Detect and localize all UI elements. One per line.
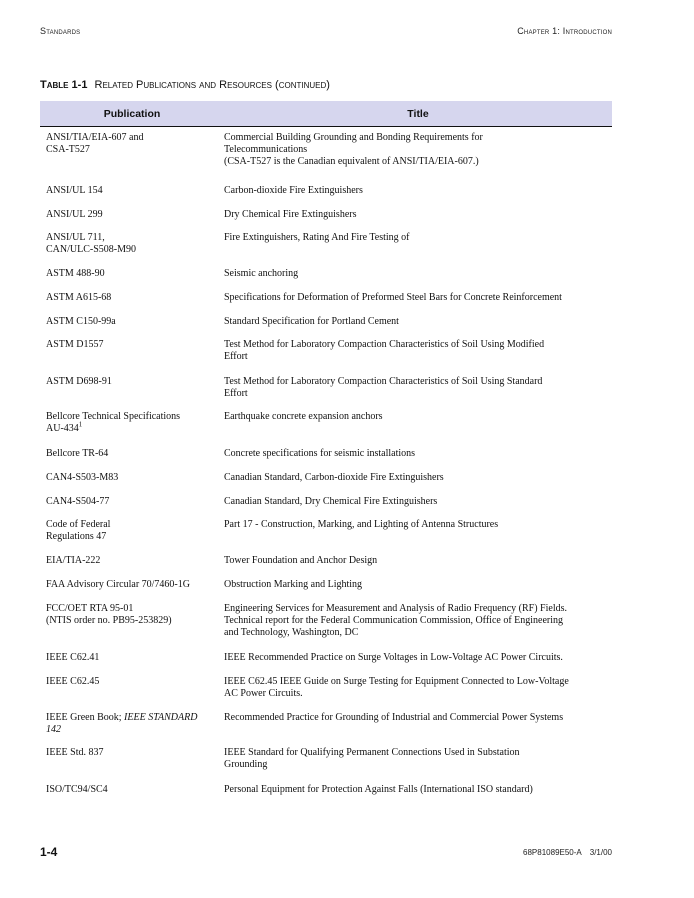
publication-text: ANSI/TIA/EIA-607 and CSA-T527 — [46, 132, 144, 155]
publication-cell — [46, 232, 224, 256]
title-cell: Obstruction Marking and Lighting — [224, 579, 363, 590]
publication-text: ANSI/UL 711, CAN/ULC-S508-M90 — [46, 232, 137, 255]
publication-cell — [46, 652, 224, 664]
table-header — [40, 101, 612, 127]
title-cell: Carbon-dioxide Fire Extinguishers — [224, 185, 363, 196]
publication-cell — [46, 268, 224, 280]
title-cell: Earthquake concrete expansion anchors — [224, 411, 383, 422]
footnote-marker: 1 — [78, 420, 83, 429]
publication-cell — [46, 411, 224, 435]
table-row — [46, 472, 612, 484]
table-row — [46, 411, 612, 435]
publication-text: ASTM D698-91 — [46, 376, 112, 387]
doc-date: 3/1/00 — [589, 848, 612, 857]
title-cell: IEEE Standard for Qualifying Permanent Connections Used in Substation Grounding — [224, 747, 520, 770]
running-header-left: Standards — [40, 26, 81, 36]
publication-text: Code of Federal Regulations 47 — [46, 519, 111, 542]
table-row — [46, 292, 612, 304]
table-row — [46, 316, 612, 328]
title-cell: IEEE C62.45 IEEE Guide on Surge Testing for Equipment Connected to Low-Voltage AC Power Circuits. — [224, 676, 569, 699]
publication-text: CAN4-S503-M83 — [46, 472, 119, 483]
publication-cell — [46, 603, 224, 639]
publication-text: ASTM C150-99a — [46, 316, 116, 327]
publication-text: ANSI/UL 299 — [46, 209, 103, 220]
doc-number: 68P81089E50-A — [523, 848, 582, 857]
publication-text: IEEE C62.41 — [46, 652, 100, 663]
publications-table — [40, 101, 612, 795]
table-row — [46, 232, 612, 256]
publication-text: IEEE Std. 837 — [46, 747, 104, 758]
table-row — [46, 185, 612, 197]
table-row — [46, 132, 612, 168]
publication-cell — [46, 496, 224, 508]
table-row — [46, 376, 612, 400]
title-cell: Test Method for Laboratory Compaction Characteristics of Soil Using Standard Effort — [224, 376, 543, 399]
publication-cell — [46, 472, 224, 484]
title-cell: Specifications for Deformation of Preformed Steel Bars for Concrete Reinforcement — [224, 292, 562, 303]
running-header-right: Chapter 1: Introduction — [517, 26, 612, 36]
publication-cell — [46, 519, 224, 543]
table-row — [46, 519, 612, 543]
column-header-publication: Publication — [103, 107, 161, 120]
table-row — [46, 676, 612, 700]
publication-text: ISO/TC94/SC4 — [46, 784, 108, 795]
publication-cell — [46, 448, 224, 460]
table-row — [46, 268, 612, 280]
table-caption — [40, 79, 330, 91]
publication-text: ANSI/UL 154 — [46, 185, 103, 196]
title-cell: Standard Specification for Portland Cement — [224, 316, 399, 327]
page-number: 1-4 — [40, 845, 58, 859]
publication-text: CAN4-S504-77 — [46, 496, 110, 507]
publication-cell — [46, 185, 224, 197]
title-cell: Part 17 - Construction, Marking, and Lighting of Antenna Structures — [224, 519, 499, 530]
title-cell: Fire Extinguishers, Rating And Fire Testing of — [224, 232, 410, 243]
title-cell: IEEE Recommended Practice on Surge Voltages in Low-Voltage AC Power Circuits. — [224, 652, 563, 663]
table-row — [46, 448, 612, 460]
title-cell: Commercial Building Grounding and Bonding Requirements for Telecommunications (CSA-T527 is the Canadian equivalent of ANSI/TIA/EIA-607.) — [224, 132, 483, 167]
publication-text: ASTM 488-90 — [46, 268, 105, 279]
title-cell: Concrete specifications for seismic installations — [224, 448, 416, 459]
table-row — [46, 555, 612, 567]
table-row — [46, 652, 612, 664]
publication-text: Bellcore TR-64 — [46, 448, 109, 459]
table-row — [46, 603, 612, 639]
publication-text: IEEE C62.45 — [46, 676, 100, 687]
publication-text: ASTM D1557 — [46, 339, 104, 350]
title-cell: Engineering Services for Measurement and Analysis of Radio Frequency (RF) Fields. Technical report for the Federal Communication Commission, Office of Engineering and Technology, Washington, DC — [224, 603, 567, 638]
title-cell: Seismic anchoring — [224, 268, 299, 279]
title-cell: Tower Foundation and Anchor Design — [224, 555, 378, 566]
publication-cell — [46, 316, 224, 328]
publication-cell — [46, 209, 224, 221]
publication-cell — [46, 376, 224, 400]
table-row — [46, 209, 612, 221]
publication-cell — [46, 676, 224, 700]
column-header-title: Title — [407, 107, 429, 120]
publication-italic-text: IEEE STANDARD 142 — [46, 712, 198, 735]
publication-text: FCC/OET RTA 95-01 (NTIS order no. PB95-253829) — [46, 603, 172, 626]
table-row — [46, 579, 612, 591]
publication-text: FAA Advisory Circular 70/7460-1G — [46, 579, 190, 590]
publication-cell — [46, 292, 224, 304]
publication-text: IEEE Green Book; — [46, 712, 125, 723]
publication-cell — [46, 747, 224, 771]
table-row — [46, 496, 612, 508]
title-cell: Personal Equipment for Protection Against Falls (International ISO standard) — [224, 784, 533, 795]
table-row — [46, 784, 612, 796]
publication-cell — [46, 132, 224, 168]
table-caption-text: Related Publications and Resources (continued) — [94, 79, 330, 91]
title-cell: Canadian Standard, Carbon-dioxide Fire Extinguishers — [224, 472, 444, 483]
table-row — [46, 339, 612, 363]
publication-cell — [46, 555, 224, 567]
document-id — [523, 848, 612, 857]
table-number: Table 1-1 — [40, 79, 88, 91]
publication-cell — [46, 339, 224, 363]
publication-cell — [46, 784, 224, 796]
title-cell: Recommended Practice for Grounding of Industrial and Commercial Power Systems — [224, 712, 564, 723]
title-cell: Canadian Standard, Dry Chemical Fire Extinguishers — [224, 496, 438, 507]
publication-text: Bellcore Technical Specifications AU-434 — [46, 411, 181, 434]
publication-cell — [46, 579, 224, 591]
publication-text: ASTM A615-68 — [46, 292, 112, 303]
table-row — [46, 712, 612, 736]
title-cell: Test Method for Laboratory Compaction Characteristics of Soil Using Modified Effort — [224, 339, 545, 362]
publication-text: EIA/TIA-222 — [46, 555, 101, 566]
title-cell: Dry Chemical Fire Extinguishers — [224, 209, 357, 220]
publication-cell — [46, 712, 224, 736]
table-row — [46, 747, 612, 771]
